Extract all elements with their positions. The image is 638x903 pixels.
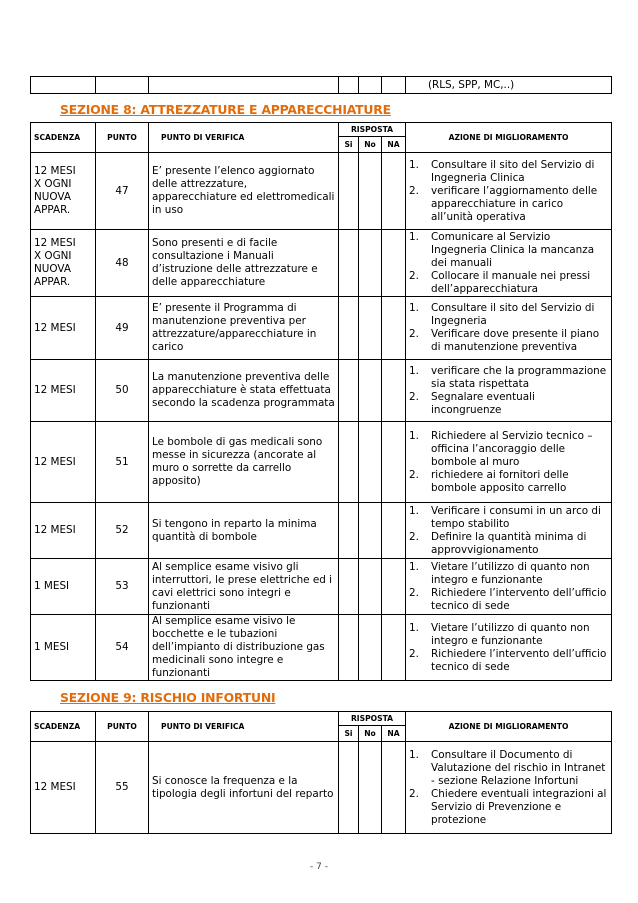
risposta-si-cell [339,230,359,297]
risposta-si-cell [339,559,359,615]
punto-cell: 50 [96,360,149,422]
azione-text: Comunicare al Servizio Ingegneria Clinica la mancanza dei manuali [431,230,595,269]
table-row [31,559,612,615]
header-azione: AZIONE DI MIGLIORAMENTO [406,712,612,742]
top-fragment-table [30,76,612,94]
azione-list [409,365,608,417]
scadenza-cell: 12 MESI X OGNI NUOVA APPAR. [31,230,96,297]
azione-text: Definire la quantità minima di approvvigionamento [431,530,587,556]
azione-list [409,231,608,296]
azione-cell [406,742,612,834]
azione-cell [406,230,612,297]
azione-number: 2. [409,586,419,599]
risposta-na-cell [382,360,406,422]
azione-number: 1. [409,429,419,442]
risposta-si-cell [339,297,359,360]
azione-text: Consultare il sito del Servizio di Ingegneria [431,302,595,327]
azione-number: 1. [409,504,419,517]
verifica-cell: Al semplice esame visivo gli interruttori, le prese elettriche ed i cavi elettrici sono integri e funzionanti [149,559,339,615]
risposta-si-cell [339,422,359,503]
scadenza-cell: 1 MESI [31,615,96,681]
table-row [31,297,612,360]
azione-number: 2. [409,184,419,197]
azione-item [409,561,608,587]
scadenza-cell: 12 MESI [31,742,96,834]
azione-item [409,430,608,469]
table-row [31,230,612,297]
azione-text: Vietare l’utilizzo di quanto non integro e funzionante [431,560,590,586]
risposta-no-cell [359,153,382,230]
azione-list [409,159,608,224]
punto-cell: 47 [96,153,149,230]
azione-number: 2. [409,328,419,340]
risposta-na-cell [382,742,406,834]
table-row [31,615,612,681]
risposta-na-cell [382,297,406,360]
azione-text: Consultare il sito del Servizio di Ingegneria Clinica [431,158,595,184]
risposta-no-cell [359,230,382,297]
azione-cell [406,297,612,360]
header-si: Si [339,137,359,153]
verifica-cell: Le bombole di gas medicali sono messe in sicurezza (ancorate al muro o sorrette da carrello apposito) [149,422,339,503]
azione-number: 2. [409,530,419,543]
header-no: No [359,726,382,742]
azione-cell [406,360,612,422]
header-scadenza: SCADENZA [31,123,96,153]
azione-cell [406,615,612,681]
section-9-rows [31,742,612,834]
azione-list [409,561,608,613]
azione-item [409,788,608,827]
azione-number: 2. [409,647,419,660]
azione-text: Consultare il Documento di Valutazione del rischio in Intranet - sezione Relazione Infortuni [431,748,606,787]
azione-text: Vietare l’utilizzo di quanto non integro e funzionante [431,621,590,647]
azione-list [409,505,608,557]
header-azione: AZIONE DI MIGLIORAMENTO [406,123,612,153]
table-row [31,742,612,834]
azione-cell [406,422,612,503]
azione-text: Richiedere l’intervento dell’ufficio tecnico di sede [431,647,607,673]
table-row [31,422,612,503]
azione-text: richiedere ai fornitori delle bombole apposito carrello [431,468,569,494]
punto-cell: 53 [96,559,149,615]
risposta-si-cell [339,742,359,834]
scadenza-cell: 12 MESI [31,503,96,559]
azione-text: Richiedere al Servizio tecnico – officina l’ancoraggio delle bombole al muro [431,429,593,468]
azione-list [409,749,608,827]
page-number: - 7 - [310,862,328,872]
risposta-no-cell [359,615,382,681]
header-punto: PUNTO [96,712,149,742]
punto-cell: 48 [96,230,149,297]
verifica-cell: Si conosce la frequenza e la tipologia degli infortuni del reparto [149,742,339,834]
azione-item [409,469,608,495]
verifica-cell: Al semplice esame visivo le bocchette e le tubazioni dell’impianto di distribuzione gas medicinali sono integre e funzionanti [149,615,339,681]
table-row [31,503,612,559]
azione-item [409,622,608,648]
risposta-na-cell [382,559,406,615]
risposta-si-cell [339,153,359,230]
header-punto-verifica: PUNTO DI VERIFICA [149,712,339,742]
header-na: NA [382,137,406,153]
header-punto: PUNTO [96,123,149,153]
azione-text: Collocare il manuale nei pressi dell’apparecchiatura [431,269,591,295]
azione-text: verificare che la programmazione sia stata rispettata [431,364,607,390]
section-8-rows [31,153,612,681]
azione-number: 1. [409,158,419,171]
header-si: Si [339,726,359,742]
header-risposta: RISPOSTA [339,123,406,137]
azione-number: 2. [409,390,419,403]
risposta-na-cell [382,230,406,297]
risposta-na-cell [382,153,406,230]
azione-cell [406,153,612,230]
azione-item [409,531,608,557]
section-8-title: SEZIONE 8: ATTREZZATURE E APPARECCHIATURE [60,102,391,117]
top-fragment-action: (RLS, SPP, MC,..) [406,77,612,94]
verifica-cell: La manutenzione preventiva delle apparecchiature è stata effettuata secondo la scadenza programmata [149,360,339,422]
azione-number: 1. [409,230,419,243]
azione-number: 1. [409,364,419,377]
punto-cell: 54 [96,615,149,681]
section-9-table [30,711,612,834]
azione-text: Verificare i consumi in un arco di tempo stabilito [431,504,601,530]
punto-cell: 51 [96,422,149,503]
verifica-cell: E’ presente l’elenco aggiornato delle attrezzature, apparecchiature ed elettromedicali in uso [149,153,339,230]
section-8-table [30,122,612,681]
azione-item [409,231,608,270]
azione-item [409,749,608,788]
azione-number: 2. [409,468,419,481]
azione-number: 1. [409,560,419,573]
risposta-no-cell [359,360,382,422]
azione-list [409,430,608,495]
scadenza-cell: 1 MESI [31,559,96,615]
header-na: NA [382,726,406,742]
verifica-cell: E’ presente il Programma di manutenzione preventiva per attrezzature/apparecchiature in carico [149,297,339,360]
risposta-no-cell [359,297,382,360]
azione-text: Richiedere l’intervento dell’ufficio tecnico di sede [431,586,607,612]
risposta-no-cell [359,422,382,503]
risposta-no-cell [359,503,382,559]
azione-item [409,328,608,354]
azione-number: 2. [409,269,419,282]
azione-item [409,185,608,224]
risposta-no-cell [359,742,382,834]
azione-item [409,505,608,531]
risposta-si-cell [339,503,359,559]
azione-cell [406,559,612,615]
azione-item [409,365,608,391]
verifica-cell: Sono presenti e di facile consultazione i Manuali d’istruzione delle attrezzature e delle apparecchiature [149,230,339,297]
punto-cell: 55 [96,742,149,834]
risposta-no-cell [359,559,382,615]
punto-cell: 49 [96,297,149,360]
azione-list [409,622,608,674]
section-9-title: SEZIONE 9: RISCHIO INFORTUNI [60,690,276,705]
risposta-si-cell [339,615,359,681]
scadenza-cell: 12 MESI [31,360,96,422]
azione-number: 1. [409,302,419,314]
risposta-si-cell [339,360,359,422]
risposta-na-cell [382,422,406,503]
header-scadenza: SCADENZA [31,712,96,742]
header-punto-verifica: PUNTO DI VERIFICA [149,123,339,153]
scadenza-cell: 12 MESI [31,422,96,503]
table-row [31,360,612,422]
azione-text: Chiedere eventuali integrazioni al Servizio di Prevenzione e protezione [431,787,607,826]
azione-number: 1. [409,621,419,634]
azione-text: verificare l’aggiornamento delle apparecchiature in carico all’unità operativa [431,184,598,223]
table-row [31,153,612,230]
scadenza-cell: 12 MESI [31,297,96,360]
azione-item [409,302,608,328]
azione-number: 1. [409,748,419,761]
azione-item [409,270,608,296]
azione-item [409,391,608,417]
azione-item [409,648,608,674]
azione-cell [406,503,612,559]
azione-list [409,302,608,354]
header-risposta: RISPOSTA [339,712,406,726]
header-no: No [359,137,382,153]
azione-text: Verificare dove presente il piano di manutenzione preventiva [431,328,600,353]
scadenza-cell: 12 MESI X OGNI NUOVA APPAR. [31,153,96,230]
azione-item [409,587,608,613]
azione-text: Segnalare eventuali incongruenze [431,390,535,416]
risposta-na-cell [382,615,406,681]
azione-number: 2. [409,787,419,800]
azione-item [409,159,608,185]
risposta-na-cell [382,503,406,559]
punto-cell: 52 [96,503,149,559]
verifica-cell: Si tengono in reparto la minima quantità di bombole [149,503,339,559]
